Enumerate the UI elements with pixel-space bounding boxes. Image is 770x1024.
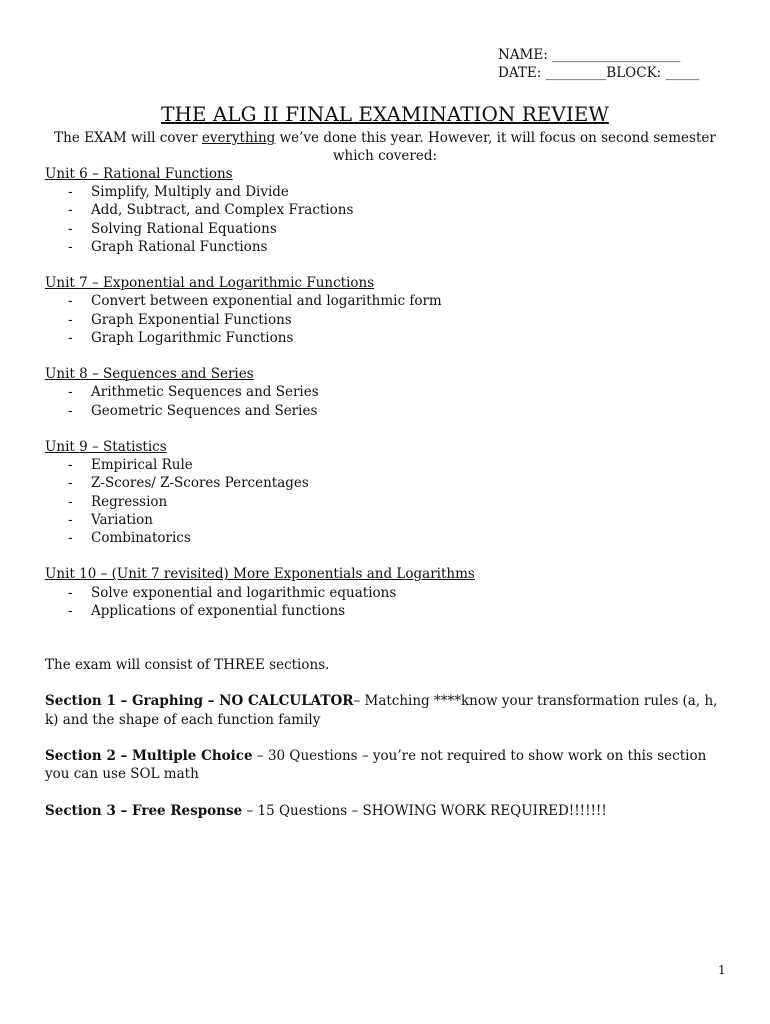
unit-6 bbox=[45, 165, 725, 256]
dash-bullet: - bbox=[68, 493, 73, 510]
topic-text: Applications of exponential functions bbox=[91, 602, 346, 619]
topic-item bbox=[45, 584, 725, 602]
units-list bbox=[45, 165, 725, 638]
dash-bullet: - bbox=[68, 202, 73, 219]
unit-10 bbox=[45, 565, 725, 620]
page-title: THE ALG II FINAL EXAMINATION REVIEW bbox=[161, 102, 609, 126]
section-heading: Section 1 – Graphing – NO CALCULATOR bbox=[45, 693, 354, 710]
exam-sections bbox=[45, 656, 725, 838]
topic-text: Solving Rational Equations bbox=[91, 220, 277, 237]
topic-list bbox=[45, 584, 725, 620]
topic-list bbox=[45, 383, 725, 419]
topic-item bbox=[45, 529, 725, 547]
intro-paragraph bbox=[40, 130, 730, 165]
unit-title: Unit 7 – Exponential and Logarithmic Functions bbox=[45, 275, 375, 292]
section-heading: Section 3 – Free Response bbox=[45, 802, 243, 819]
unit-7 bbox=[45, 274, 725, 347]
topic-item bbox=[45, 220, 725, 238]
section-1 bbox=[45, 692, 725, 728]
topic-text: Add, Subtract, and Complex Fractions bbox=[91, 202, 354, 219]
section-heading: Section 2 – Multiple Choice bbox=[45, 747, 253, 764]
topic-text: Regression bbox=[91, 493, 168, 510]
unit-title: Unit 8 – Sequences and Series bbox=[45, 366, 254, 383]
topic-item bbox=[45, 511, 725, 529]
topic-text: Convert between exponential and logarithmic form bbox=[91, 293, 442, 310]
topic-text: Arithmetic Sequences and Series bbox=[91, 384, 319, 401]
dash-bullet: - bbox=[68, 584, 73, 601]
section-text: – 30 Questions – you’re not required to show work on this section you can use SOL math bbox=[45, 747, 707, 783]
topic-text: Combinatorics bbox=[91, 530, 191, 547]
dash-bullet: - bbox=[68, 511, 73, 528]
topic-item bbox=[45, 456, 725, 474]
topic-text: Graph Exponential Functions bbox=[91, 311, 292, 328]
topic-item bbox=[45, 402, 725, 420]
topic-text: Solve exponential and logarithmic equations bbox=[91, 584, 397, 601]
dash-bullet: - bbox=[68, 184, 73, 201]
topic-text: Graph Logarithmic Functions bbox=[91, 329, 294, 346]
sections-intro: The exam will consist of THREE sections. bbox=[45, 657, 330, 673]
dash-bullet: - bbox=[68, 475, 73, 492]
topic-list bbox=[45, 456, 725, 547]
unit-title: Unit 6 – Rational Functions bbox=[45, 166, 233, 182]
topic-item bbox=[45, 329, 725, 347]
intro-emphasis: everything bbox=[201, 130, 276, 146]
topic-text: Geometric Sequences and Series bbox=[91, 402, 318, 419]
topic-list bbox=[45, 183, 725, 256]
topic-text: Variation bbox=[91, 511, 153, 528]
section-2 bbox=[45, 747, 725, 783]
page-number: 1 bbox=[718, 963, 726, 977]
section-3 bbox=[45, 802, 725, 820]
dash-bullet: - bbox=[68, 293, 73, 310]
topic-item bbox=[45, 383, 725, 401]
dash-bullet: - bbox=[68, 402, 73, 419]
topic-text: Z-Scores/ Z-Scores Percentages bbox=[91, 475, 309, 492]
topic-item bbox=[45, 201, 725, 219]
dash-bullet: - bbox=[68, 220, 73, 237]
topic-item bbox=[45, 238, 725, 256]
topic-list bbox=[45, 292, 725, 347]
unit-9 bbox=[45, 438, 725, 547]
intro-text-after: we’ve done this year. However, it will focus on second semester which covered: bbox=[275, 130, 716, 164]
dash-bullet: - bbox=[68, 384, 73, 401]
topic-item bbox=[45, 311, 725, 329]
intro-text-before: The EXAM will cover bbox=[54, 130, 202, 146]
topic-item bbox=[45, 183, 725, 201]
unit-title: Unit 10 – (Unit 7 revisited) More Exponentials and Logarithms bbox=[45, 566, 475, 583]
topic-item bbox=[45, 493, 725, 511]
dash-bullet: - bbox=[68, 457, 73, 474]
topic-text: Graph Rational Functions bbox=[91, 238, 268, 255]
dash-bullet: - bbox=[68, 530, 73, 547]
dash-bullet: - bbox=[68, 311, 73, 328]
dash-bullet: - bbox=[68, 329, 73, 346]
date-block-line: DATE: _________BLOCK: _____ bbox=[498, 65, 700, 81]
topic-item bbox=[45, 602, 725, 620]
name-line: NAME: ___________________ bbox=[498, 47, 681, 63]
topic-text: Empirical Rule bbox=[91, 457, 193, 474]
section-text: – Matching ****know your transformation rules (a, h, k) and the shape of each function family bbox=[45, 693, 718, 728]
unit-8 bbox=[45, 365, 725, 420]
topic-item bbox=[45, 292, 725, 310]
unit-title: Unit 9 – Statistics bbox=[45, 439, 167, 455]
student-info-header bbox=[498, 46, 699, 82]
topic-text: Simplify, Multiply and Divide bbox=[91, 184, 289, 201]
topic-item bbox=[45, 474, 725, 492]
section-text: – 15 Questions – SHOWING WORK REQUIRED!!!!!!! bbox=[242, 802, 607, 819]
dash-bullet: - bbox=[68, 602, 73, 619]
dash-bullet: - bbox=[68, 238, 73, 255]
